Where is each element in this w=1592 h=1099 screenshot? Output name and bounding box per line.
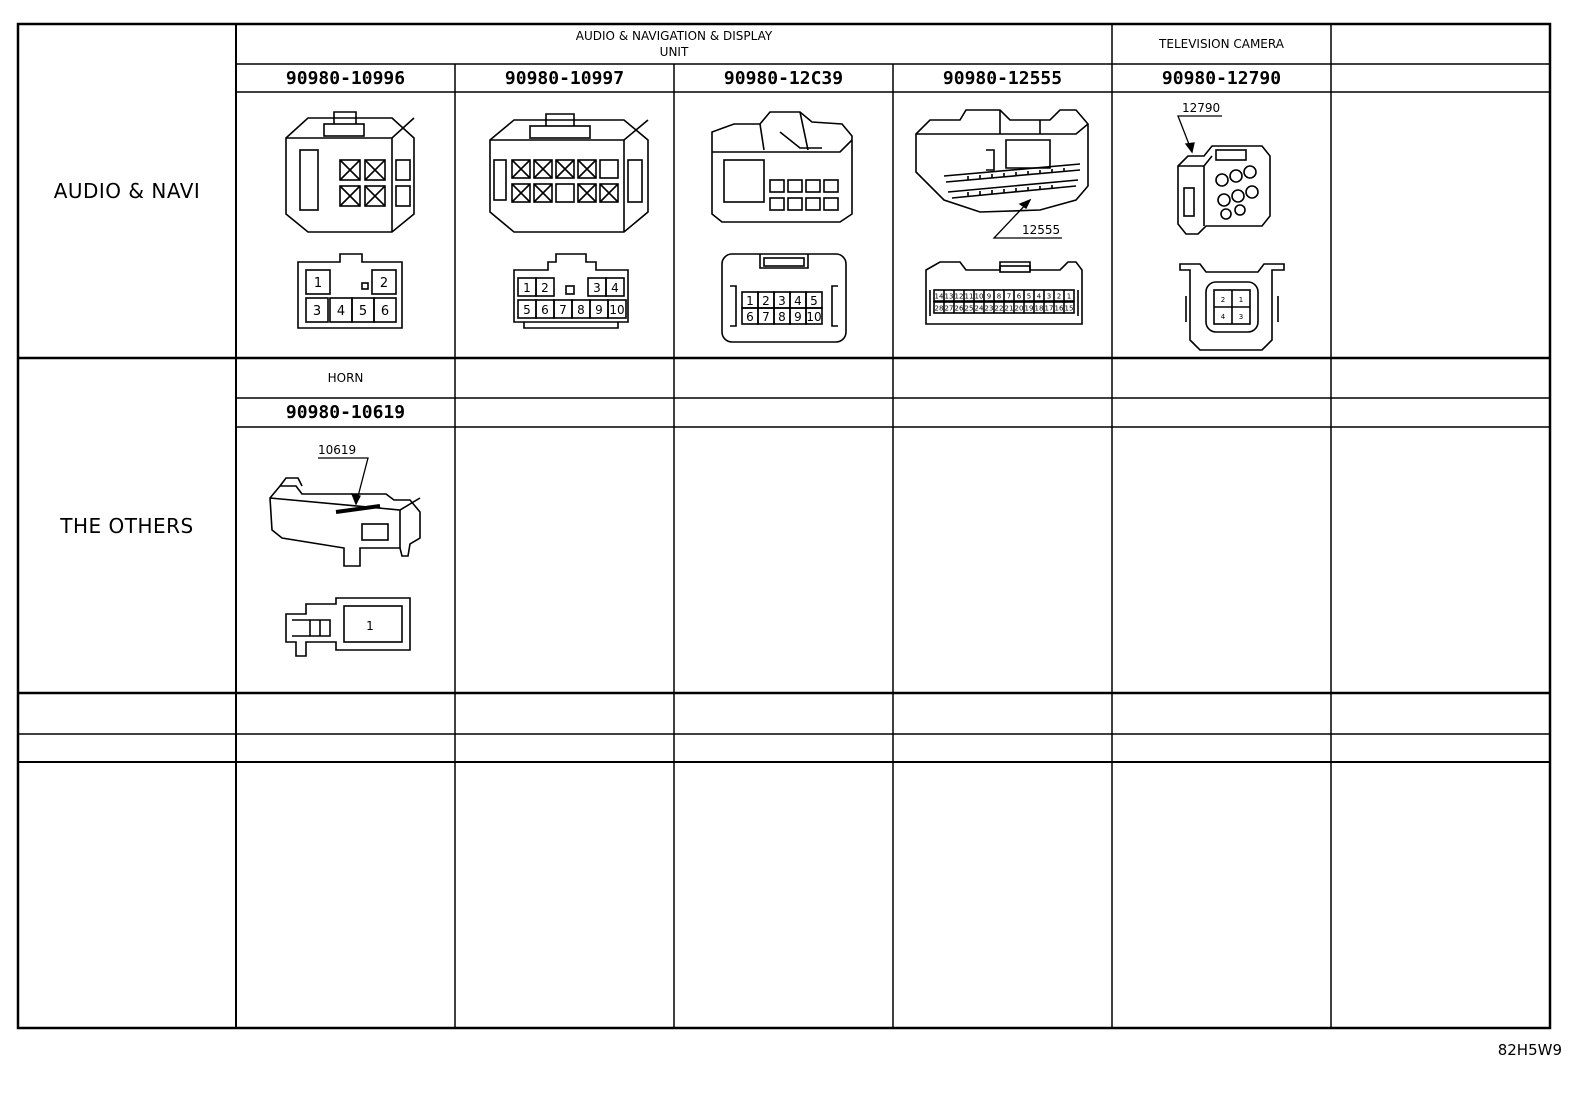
pin-label: 5: [810, 294, 818, 308]
pin-label: 3: [593, 281, 601, 295]
pin-label: 2: [541, 281, 549, 295]
pin-label: 9: [986, 292, 992, 301]
pin-label: 16: [1054, 304, 1064, 313]
connector-12790-face: [1180, 264, 1284, 350]
connector-10619-face: [286, 598, 410, 656]
pin-label: 7: [559, 303, 567, 317]
pin-label: 26: [954, 304, 964, 313]
pin-label: 17: [1044, 304, 1054, 313]
pin-label: 5: [523, 303, 531, 317]
pin-label: 6: [1016, 292, 1022, 301]
pin-label: 1: [366, 619, 374, 633]
pin-label: 3: [778, 294, 786, 308]
section-label-others: THE OTHERS: [60, 513, 194, 538]
pin-label: 4: [1036, 292, 1042, 301]
connector-10619-perspective: [270, 478, 420, 566]
pin-label: 4: [611, 281, 619, 295]
pin-label: 8: [577, 303, 585, 317]
pin-label: 10: [806, 310, 822, 324]
pin-label: 28: [934, 304, 944, 313]
pin-label: 21: [1004, 304, 1014, 313]
pin-label: 12: [954, 292, 964, 301]
pin-label: 11: [964, 292, 974, 301]
pin-label: 7: [762, 310, 770, 324]
connector-10996-perspective: [286, 112, 414, 232]
pin-label: 2: [1220, 296, 1226, 304]
pin-label: 27: [944, 304, 954, 313]
pin-label: 10: [974, 292, 984, 301]
pin-label: 5: [358, 304, 368, 319]
part-number-10997: 90980-10997: [504, 67, 625, 89]
pin-label: 19: [1024, 304, 1034, 313]
connector-12555-perspective: [916, 110, 1088, 212]
connector-12790-perspective: [1178, 146, 1270, 234]
group-label-horn: HORN: [327, 371, 364, 385]
part-number-10619: 90980-10619: [285, 402, 406, 423]
pin-label: 14: [934, 292, 944, 301]
pin-label: 4: [794, 294, 802, 308]
part-number-12790: 90980-12790: [1161, 67, 1282, 89]
callout-10619: [318, 458, 368, 504]
pin-label: 6: [746, 310, 754, 324]
connector-10997-perspective: [490, 114, 648, 232]
callout-label: 12790: [1182, 101, 1221, 115]
pin-label: 8: [996, 292, 1002, 301]
pin-label: 4: [1220, 313, 1226, 321]
pin-label: 6: [541, 303, 549, 317]
pin-label: 3: [1046, 292, 1052, 301]
part-number-10996: 90980-10996: [285, 67, 406, 89]
callout-label: 10619: [318, 443, 357, 457]
pin-label: 22: [994, 304, 1004, 313]
pin-label: 15: [1064, 304, 1074, 313]
pin-label: 13: [944, 292, 954, 301]
pin-label: 2: [379, 276, 389, 291]
pin-label: 1: [523, 281, 531, 295]
pin-label: 3: [1238, 313, 1244, 321]
pin-label: 7: [1006, 292, 1012, 301]
pin-label: 3: [312, 304, 322, 319]
pin-label: 23: [984, 304, 994, 313]
section-label-audio-navi: AUDIO & NAVI: [53, 179, 201, 203]
pin-label: 18: [1034, 304, 1044, 313]
group-label-audio-nav-display: AUDIO & NAVIGATION & DISPLAY UNIT: [575, 29, 773, 59]
pin-label: 2: [762, 294, 770, 308]
pin-label: 1: [1238, 296, 1244, 304]
pin-label: 5: [1026, 292, 1032, 301]
callout-label: 12555: [1022, 223, 1061, 237]
connector-12c39-perspective: [712, 112, 852, 222]
pin-label: 9: [794, 310, 802, 324]
pin-label: 24: [974, 304, 984, 313]
pin-label: 1: [1066, 292, 1072, 301]
pin-label: 6: [380, 304, 390, 319]
pin-label: 9: [595, 303, 603, 317]
pin-label: 1: [746, 294, 754, 308]
part-number-12c39: 90980-12C39: [723, 67, 844, 89]
pin-label: 25: [964, 304, 974, 313]
pin-label: 8: [778, 310, 786, 324]
part-number-12555: 90980-12555: [942, 67, 1063, 89]
group-label-television-camera: TELEVISION CAMERA: [1159, 37, 1284, 51]
pin-label: 1: [313, 276, 323, 291]
pin-label: 10: [609, 303, 625, 317]
pin-label: 4: [336, 304, 346, 319]
pin-label: 2: [1056, 292, 1062, 301]
pin-label: 20: [1014, 304, 1024, 313]
figure-code: 82H5W9: [1497, 1041, 1562, 1059]
